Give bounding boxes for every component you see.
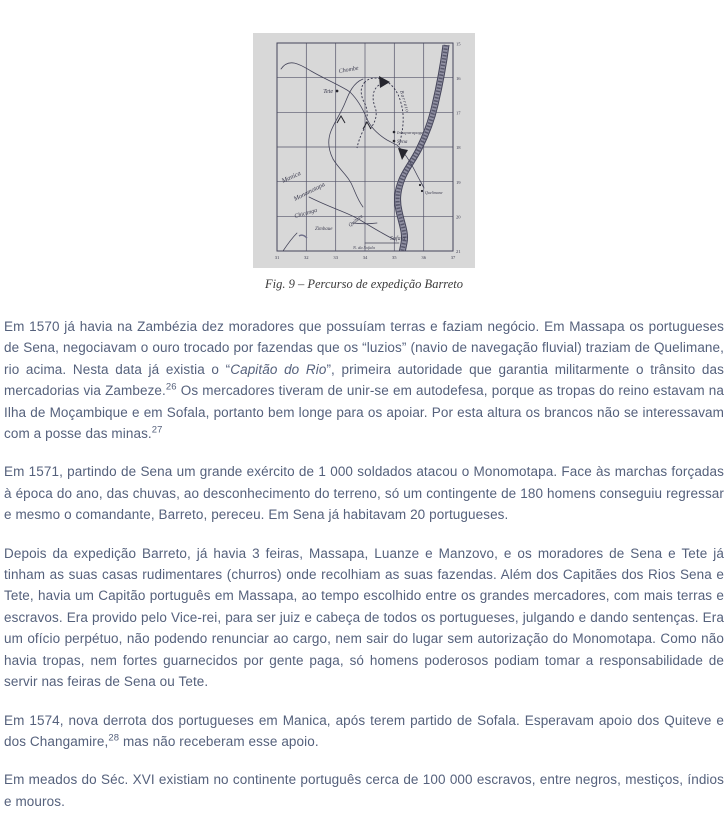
- y-tick: 19: [456, 180, 461, 185]
- map-label-sena: Sena: [397, 139, 408, 145]
- x-tick: 34: [362, 255, 368, 260]
- town-dots: [336, 90, 423, 192]
- map-label-sofala: Sofala: [390, 236, 406, 242]
- river-sw: [283, 233, 297, 251]
- map-label-quelimane: Quelimane: [425, 190, 443, 195]
- y-tick: 20: [456, 214, 461, 220]
- dot-tete: [336, 90, 339, 93]
- footnote-reference: 28: [108, 732, 120, 744]
- map-label-chombe: Chombe: [338, 65, 360, 75]
- footnote-reference: 27: [151, 424, 163, 436]
- x-tick: 31: [274, 255, 280, 260]
- map-label-zimbaue: Zimbaue: [315, 227, 333, 232]
- figure-caption: Fig. 9 – Percurso de expedição Barreto: [265, 277, 463, 291]
- dot-inhaparapaga: [393, 131, 396, 134]
- dot-coast-1: [419, 184, 421, 186]
- y-tick: 16: [456, 76, 461, 81]
- y-tick: 21: [456, 249, 461, 254]
- paragraph: Em meados do Séc. XVI existiam no continente português cerca de 100 000 escravos, entre negros, mestiços, índios e mouros.: [4, 772, 724, 809]
- paragraph: Em 1571, partindo de Sena um grande exército de 1 000 soldados atacou o Monomotapa. Face às marchas forçadas à época do ano, das chuvas, ao desconhecimento do terreno, só um contingente de 180 homens conseguiu regressar e mesmo o comandante, Barreto, pereceu. Em Sena já habitavam 20 portugueses.: [4, 464, 724, 523]
- x-tick: 32: [304, 255, 309, 260]
- emphasized-text: Capitão do Rio: [230, 361, 327, 377]
- x-tick: 35: [392, 255, 397, 260]
- map-label-tete: Tete: [323, 89, 333, 95]
- x-tick: 36: [421, 255, 426, 260]
- dot-quelimane: [421, 190, 423, 192]
- river-buzi: [309, 197, 395, 240]
- expedition-route: [357, 78, 403, 148]
- map-label-barreto: Barreto: [398, 89, 411, 114]
- map-label-n-da-sofala: N. da Sofala: [353, 245, 375, 250]
- text-content: [0, 316, 728, 812]
- footnote-reference: 26: [165, 381, 177, 393]
- map-label-chicanga: Chicanga: [293, 207, 318, 220]
- river-branch: [333, 159, 363, 207]
- map-label-monomotapa: Monomotapa: [292, 181, 327, 203]
- map-label-manica: Manica: [280, 169, 303, 185]
- map-y-ticks: [456, 42, 461, 255]
- paragraph: Em 1574, nova derrota dos portugueses em Manica, após terem partido de Sofala. Esperavam apoio dos Quiteve e dos Changamire,$^{28}$ mas não receberam esse apoio.: [4, 712, 724, 749]
- dot-sena: [393, 140, 396, 143]
- map-label-inhaparapaga: Inhaparapaga: [397, 130, 424, 135]
- y-tick: 18: [456, 145, 461, 150]
- map-smudge: [299, 235, 307, 238]
- x-tick: 33: [333, 255, 338, 260]
- map-grid: [277, 43, 453, 251]
- map-figure-svg: [253, 33, 475, 268]
- figure: [0, 33, 728, 292]
- map-label-quiteve: Quiteve: [347, 213, 365, 229]
- map-x-ticks: [275, 255, 456, 260]
- y-tick: 15: [456, 41, 461, 47]
- paragraph: Em 1570 já havia na Zambézia dez moradores que possuíam terras e faziam negócio. Em Massapa os portugueses de Sena, negociavam o ouro trocado por fazendas que os “luzios” (navio de navegação fluvial) traziam de Quelimane, rio acima. Nesta data já existia o “Capitão do Rio”, primeira autoridade que garantia militarmente o trânsito das mercadorias via Zambeze.$^{26}$ Os mercadores tiveram de unir-se em autodefesa, porque as tropas do reino estavam na Ilha de Moçambique e em Sofala, portanto bem longe para os apoiar. Por esta altura os brancos não se interessavam com a posse das minas.$^{27}$: [4, 319, 724, 442]
- paragraph: Depois da expedição Barreto, já havia 3 feiras, Massapa, Luanze e Manzovo, e os moradores de Sena e Tete já tinham as suas casas rudimentares (churros) onde recolhiam as suas fazendas. Além dos Capitães dos Rios Sena e Tete, havia um Capitão português em Massapa, ao tempo escolhido entre os grandes mercadores, com mais terras e escravos. Era provido pelo Vice-rei, para ser juiz e cabeça de todos os portugueses, julgando e dando sentenças. Era um ofício perpétuo, não podendo renunciar ao cargo, nem sair do lugar sem autorização do Monomotapa. Como não havia tropas, nem fortes guarnecidos por gente paga, só homens poderosos podiam tomar a responsabilidade de servir nas feiras de Sena ou Tete.: [4, 545, 724, 690]
- map-image: [253, 33, 475, 268]
- y-tick: 17: [456, 110, 461, 116]
- x-tick: 37: [450, 255, 456, 260]
